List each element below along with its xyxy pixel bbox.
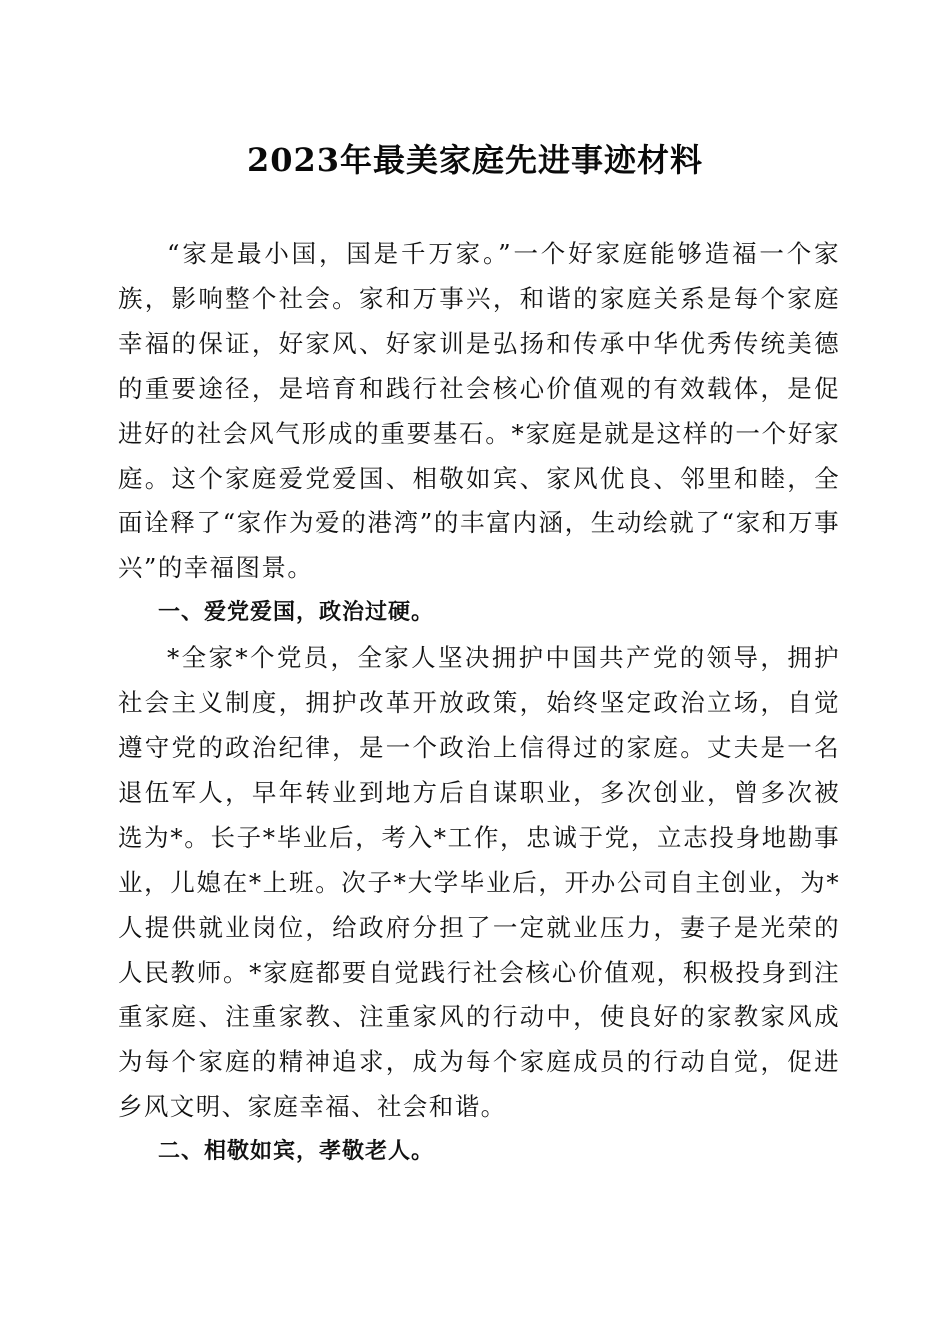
- section-1-heading: 一、爱党爱国，政治过硬。: [158, 600, 435, 626]
- intro-paragraph: “家是最小国，国是千万家。”一个好家庭能够造福一个家族，影响整个社会。家和万事兴，和谐的家庭关系是每个家庭幸福的保证，好家风、好家训是弘扬和传承中华优秀传统美德的重要途径，是培育和践行社会核心价值观的有效载体，是促进好的社会风气形成的重要基石。*家庭是就是这样的一个好家庭。这个家庭爱党爱国、相敬如宾、家风优良、邻里和睦，全面诠释了“家作为爱的港湾”的丰富内涵，生动绘就了“家和万事兴”的幸福图景。: [118, 239, 840, 583]
- document-title: 2023年最美家庭先进事迹材料: [246, 141, 704, 179]
- section-2-heading: 二、相敬如宾，孝敬老人。: [158, 1139, 435, 1165]
- document-body: [118, 232, 840, 1175]
- section-1-paragraph: *全家*个党员，全家人坚决拥护中国共产党的领导，拥护社会主义制度，拥护改革开放政策，始终坚定政治立场，自觉遵守党的政治纪律，是一个政治上信得过的家庭。丈夫是一名退伍军人，早年转业到地方后自谋职业，多次创业，曾多次被选为*。长子*毕业后，考入*工作，忠诚于党，立志投身地勘事业，儿媳在*上班。次子*大学毕业后，开办公司自主创业，为*人提供就业岗位，给政府分担了一定就业压力，妻子是光荣的人民教师。*家庭都要自觉践行社会核心价值观，积极投身到注重家庭、注重家教、注重家风的行动中，使良好的家教家风成为每个家庭的精神追求，成为每个家庭成员的行动自觉，促进乡风文明、家庭幸福、社会和谐。: [118, 643, 840, 1122]
